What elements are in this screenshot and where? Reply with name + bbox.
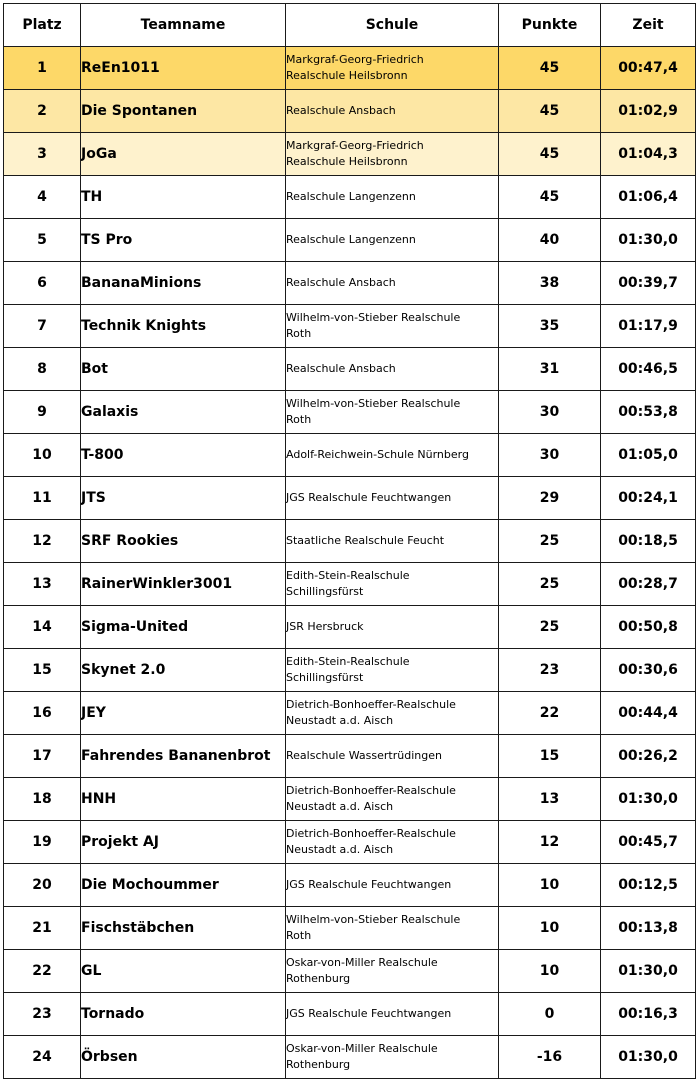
header-schule: Schule (286, 4, 499, 47)
time-cell: 00:16,3 (601, 993, 696, 1036)
school-line: Realschule Wassertrüdingen (286, 749, 442, 762)
table-row (4, 907, 696, 950)
team-name-cell: TH (81, 176, 286, 219)
time-cell: 01:17,9 (601, 305, 696, 348)
school-line: Edith-Stein-Realschule (286, 655, 410, 668)
school-line: Roth (286, 413, 312, 426)
school-cell (286, 649, 499, 692)
team-name-cell: RainerWinkler3001 (81, 563, 286, 606)
rank-cell: 4 (4, 176, 81, 219)
team-name-cell: Örbsen (81, 1036, 286, 1079)
rank-cell: 10 (4, 434, 81, 477)
rank-cell: 23 (4, 993, 81, 1036)
ranking-table (3, 3, 696, 1079)
time-cell: 01:30,0 (601, 778, 696, 821)
team-name-cell: JEY (81, 692, 286, 735)
school-cell (286, 47, 499, 90)
team-name-cell: Bot (81, 348, 286, 391)
rank-cell: 5 (4, 219, 81, 262)
rank-cell: 3 (4, 133, 81, 176)
team-name-cell: ReEn1011 (81, 47, 286, 90)
time-cell: 00:28,7 (601, 563, 696, 606)
team-name-cell: Sigma-United (81, 606, 286, 649)
school-cell (286, 606, 499, 649)
school-cell (286, 692, 499, 735)
table-header (4, 4, 696, 47)
team-name-cell: Tornado (81, 993, 286, 1036)
points-cell: 22 (499, 692, 601, 735)
team-name-cell: Fahrendes Bananenbrot (81, 735, 286, 778)
school-line: Realschule Ansbach (286, 104, 396, 117)
school-line: Oskar-von-Miller Realschule (286, 956, 438, 969)
school-line: Schillingsfürst (286, 585, 364, 598)
school-line: Markgraf-Georg-Friedrich (286, 139, 424, 152)
time-cell: 01:02,9 (601, 90, 696, 133)
header-punkte: Punkte (499, 4, 601, 47)
time-cell: 00:39,7 (601, 262, 696, 305)
school-line: Staatliche Realschule Feucht (286, 534, 445, 547)
points-cell: 35 (499, 305, 601, 348)
time-cell: 01:30,0 (601, 219, 696, 262)
team-name-cell: Fischstäbchen (81, 907, 286, 950)
school-line: Wilhelm-von-Stieber Realschule (286, 913, 461, 926)
points-cell: 10 (499, 907, 601, 950)
points-cell: 45 (499, 133, 601, 176)
table-row (4, 864, 696, 907)
points-cell: 45 (499, 90, 601, 133)
table-row (4, 692, 696, 735)
school-cell (286, 907, 499, 950)
school-cell (286, 778, 499, 821)
school-line: Roth (286, 929, 312, 942)
school-line: Realschule Langenzenn (286, 190, 416, 203)
school-line: Realschule Ansbach (286, 362, 396, 375)
table-row (4, 778, 696, 821)
school-cell (286, 90, 499, 133)
school-cell (286, 133, 499, 176)
school-line: Edith-Stein-Realschule (286, 569, 410, 582)
school-line: Dietrich-Bonhoeffer-Realschule (286, 698, 456, 711)
points-cell: 10 (499, 950, 601, 993)
school-line: Schillingsfürst (286, 671, 364, 684)
rank-cell: 9 (4, 391, 81, 434)
school-cell (286, 477, 499, 520)
table-row (4, 348, 696, 391)
table-row (4, 434, 696, 477)
rank-cell: 12 (4, 520, 81, 563)
time-cell: 00:45,7 (601, 821, 696, 864)
points-cell: 31 (499, 348, 601, 391)
school-line: Rothenburg (286, 972, 351, 985)
school-cell (286, 434, 499, 477)
table-row (4, 563, 696, 606)
rank-cell: 8 (4, 348, 81, 391)
school-cell (286, 348, 499, 391)
school-cell (286, 864, 499, 907)
team-name-cell: TS Pro (81, 219, 286, 262)
header-platz: Platz (4, 4, 81, 47)
time-cell: 00:47,4 (601, 47, 696, 90)
team-name-cell: Galaxis (81, 391, 286, 434)
points-cell: 25 (499, 606, 601, 649)
points-cell: 38 (499, 262, 601, 305)
rank-cell: 15 (4, 649, 81, 692)
table-row (4, 219, 696, 262)
time-cell: 00:44,4 (601, 692, 696, 735)
team-name-cell: Projekt AJ (81, 821, 286, 864)
school-line: JGS Realschule Feuchtwangen (286, 878, 452, 891)
school-line: Realschule Langenzenn (286, 233, 416, 246)
school-line: Dietrich-Bonhoeffer-Realschule (286, 784, 456, 797)
school-line: Realschule Heilsbronn (286, 69, 408, 82)
school-line: Oskar-von-Miller Realschule (286, 1042, 438, 1055)
points-cell: 25 (499, 520, 601, 563)
team-name-cell: Die Mochoummer (81, 864, 286, 907)
rank-cell: 20 (4, 864, 81, 907)
rank-cell: 18 (4, 778, 81, 821)
time-cell: 00:13,8 (601, 907, 696, 950)
table-row (4, 993, 696, 1036)
points-cell: 23 (499, 649, 601, 692)
table-row (4, 90, 696, 133)
points-cell: 0 (499, 993, 601, 1036)
team-name-cell: Skynet 2.0 (81, 649, 286, 692)
points-cell: 29 (499, 477, 601, 520)
school-cell (286, 1036, 499, 1079)
time-cell: 01:05,0 (601, 434, 696, 477)
rank-cell: 2 (4, 90, 81, 133)
school-cell (286, 305, 499, 348)
table-row (4, 133, 696, 176)
team-name-cell: BananaMinions (81, 262, 286, 305)
team-name-cell: SRF Rookies (81, 520, 286, 563)
rank-cell: 13 (4, 563, 81, 606)
team-name-cell: T-800 (81, 434, 286, 477)
time-cell: 01:30,0 (601, 1036, 696, 1079)
points-cell: 45 (499, 47, 601, 90)
table-row (4, 305, 696, 348)
points-cell: 10 (499, 864, 601, 907)
table-row (4, 176, 696, 219)
table-row (4, 735, 696, 778)
rank-cell: 1 (4, 47, 81, 90)
school-cell (286, 563, 499, 606)
team-name-cell: JTS (81, 477, 286, 520)
school-line: Neustadt a.d. Aisch (286, 800, 394, 813)
points-cell: 12 (499, 821, 601, 864)
time-cell: 01:04,3 (601, 133, 696, 176)
table-row (4, 262, 696, 305)
team-name-cell: Die Spontanen (81, 90, 286, 133)
school-cell (286, 821, 499, 864)
team-name-cell: Technik Knights (81, 305, 286, 348)
school-line: Wilhelm-von-Stieber Realschule (286, 397, 461, 410)
table-row (4, 520, 696, 563)
points-cell: 13 (499, 778, 601, 821)
school-line: JGS Realschule Feuchtwangen (286, 491, 452, 504)
table-row (4, 606, 696, 649)
header-teamname: Teamname (81, 4, 286, 47)
time-cell: 00:46,5 (601, 348, 696, 391)
school-cell (286, 219, 499, 262)
time-cell: 00:26,2 (601, 735, 696, 778)
header-row (4, 4, 696, 47)
school-line: Dietrich-Bonhoeffer-Realschule (286, 827, 456, 840)
rank-cell: 17 (4, 735, 81, 778)
school-cell (286, 520, 499, 563)
school-line: Neustadt a.d. Aisch (286, 843, 394, 856)
points-cell: 40 (499, 219, 601, 262)
time-cell: 01:06,4 (601, 176, 696, 219)
school-cell (286, 176, 499, 219)
time-cell: 00:30,6 (601, 649, 696, 692)
points-cell: 15 (499, 735, 601, 778)
school-line: Realschule Ansbach (286, 276, 396, 289)
table-row (4, 1036, 696, 1079)
school-line: Wilhelm-von-Stieber Realschule (286, 311, 461, 324)
rank-cell: 22 (4, 950, 81, 993)
team-name-cell: GL (81, 950, 286, 993)
school-line: Rothenburg (286, 1058, 351, 1071)
rank-cell: 6 (4, 262, 81, 305)
rank-cell: 21 (4, 907, 81, 950)
school-line: Adolf-Reichwein-Schule Nürnberg (286, 448, 469, 461)
school-line: Markgraf-Georg-Friedrich (286, 53, 424, 66)
time-cell: 00:50,8 (601, 606, 696, 649)
table-row (4, 47, 696, 90)
school-line: JGS Realschule Feuchtwangen (286, 1007, 452, 1020)
team-name-cell: JoGa (81, 133, 286, 176)
school-cell (286, 735, 499, 778)
rank-cell: 24 (4, 1036, 81, 1079)
table-row (4, 649, 696, 692)
time-cell: 00:18,5 (601, 520, 696, 563)
table-row (4, 477, 696, 520)
header-zeit: Zeit (601, 4, 696, 47)
school-line: Realschule Heilsbronn (286, 155, 408, 168)
points-cell: 45 (499, 176, 601, 219)
points-cell: -16 (499, 1036, 601, 1079)
rank-cell: 14 (4, 606, 81, 649)
school-line: Neustadt a.d. Aisch (286, 714, 394, 727)
points-cell: 30 (499, 434, 601, 477)
school-cell (286, 950, 499, 993)
rank-cell: 11 (4, 477, 81, 520)
school-cell (286, 391, 499, 434)
team-name-cell: HNH (81, 778, 286, 821)
table-row (4, 821, 696, 864)
time-cell: 00:12,5 (601, 864, 696, 907)
school-line: Roth (286, 327, 312, 340)
school-cell (286, 262, 499, 305)
points-cell: 25 (499, 563, 601, 606)
school-line: JSR Hersbruck (286, 620, 364, 633)
rank-cell: 16 (4, 692, 81, 735)
time-cell: 00:53,8 (601, 391, 696, 434)
time-cell: 01:30,0 (601, 950, 696, 993)
table-row (4, 950, 696, 993)
table-body (4, 47, 696, 1079)
school-cell (286, 993, 499, 1036)
points-cell: 30 (499, 391, 601, 434)
time-cell: 00:24,1 (601, 477, 696, 520)
rank-cell: 19 (4, 821, 81, 864)
table-row (4, 391, 696, 434)
rank-cell: 7 (4, 305, 81, 348)
